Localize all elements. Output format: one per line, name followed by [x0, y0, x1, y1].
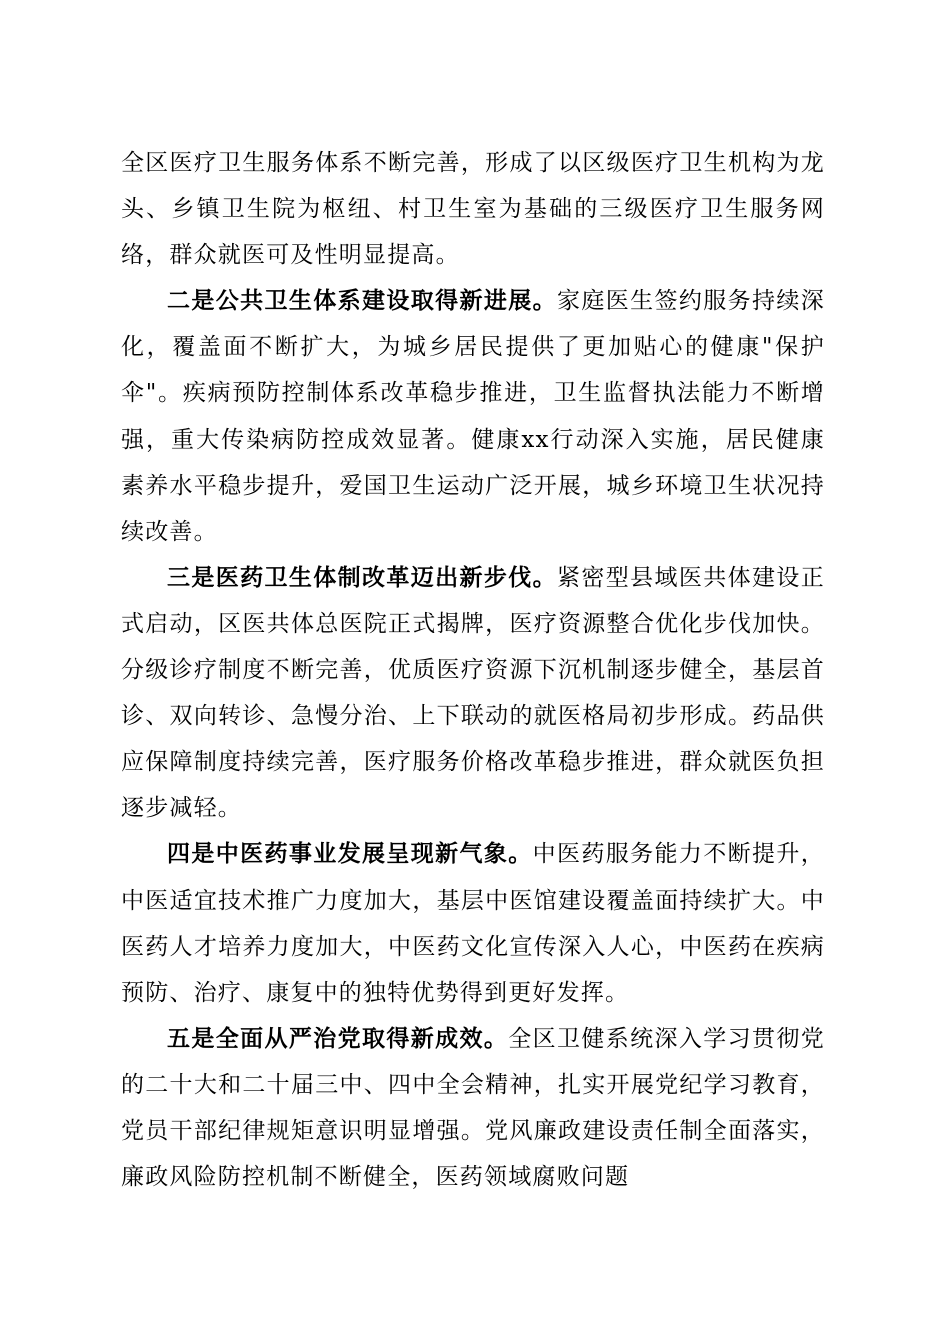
document-body: [121, 140, 825, 1200]
paragraph-lead: 三是医药卫生体制改革迈出新步伐。: [167, 563, 558, 591]
paragraph-public-health: [121, 278, 825, 555]
paragraph-medical-reform: [121, 555, 825, 832]
paragraph-lead: 四是中医药事业发展呈现新气象。: [167, 840, 533, 868]
paragraph-medical-service-system: [121, 140, 825, 278]
paragraph-text: 中医药服务能力不断提升，中医适宜技术推广力度加大，基层中医馆建设覆盖面持续扩大。中医药人才培养力度加大，中医药文化宣传深入人心，中医药在疾病预防、治疗、康复中的独特优势得到更好发挥。: [121, 841, 825, 1006]
paragraph-party-discipline: [121, 1016, 825, 1200]
paragraph-text: 紧密型县域医共体建设正式启动，区医共体总医院正式揭牌，医疗资源整合优化步伐加快。分级诊疗制度不断完善，优质医疗资源下沉机制逐步健全，基层首诊、双向转诊、急慢分治、上下联动的就医格局初步形成。药品供应保障制度持续完善，医疗服务价格改革稳步推进，群众就医负担逐步减轻。: [121, 564, 825, 822]
paragraph-tcm: [121, 831, 825, 1015]
paragraph-text: 全区医疗卫生服务体系不断完善，形成了以区级医疗卫生机构为龙头、乡镇卫生院为枢纽、村卫生室为基础的三级医疗卫生服务网络，群众就医可及性明显提高。: [121, 150, 825, 269]
paragraph-text: 家庭医生签约服务持续深化，覆盖面不断扩大，为城乡居民提供了更加贴心的健康"保护伞"。疾病预防控制体系改革稳步推进，卫生监督执法能力不断增强，重大传染病防控成效显著。健康xx行动深入实施，居民健康素养水平稳步提升，爱国卫生运动广泛开展，城乡环境卫生状况持续改善。: [121, 288, 825, 545]
paragraph-text: 全区卫健系统深入学习贯彻党的二十大和二十届三中、四中全会精神，扎实开展党纪学习教育，党员干部纪律规矩意识明显增强。党风廉政建设责任制全面落实，廉政风险防控机制不断健全，医药领域腐败问题: [121, 1025, 825, 1191]
paragraph-lead: 二是公共卫生体系建设取得新进展。: [167, 287, 558, 315]
paragraph-lead: 五是全面从严治党取得新成效。: [167, 1024, 509, 1052]
